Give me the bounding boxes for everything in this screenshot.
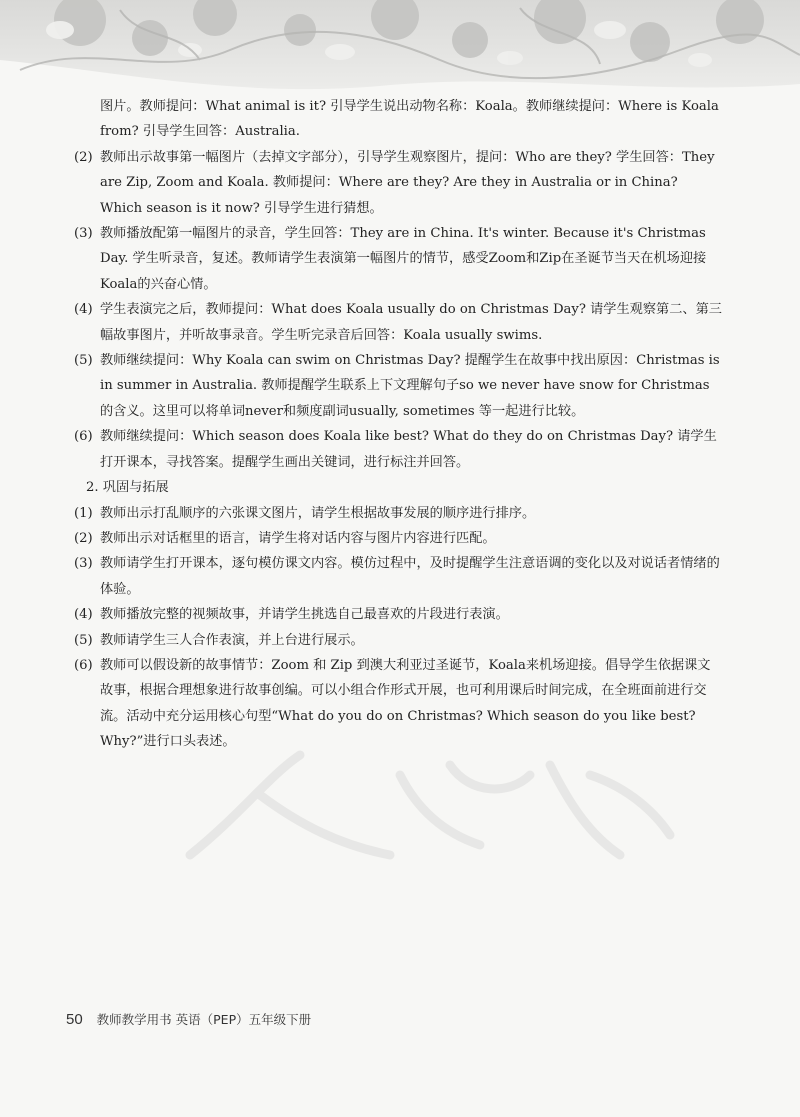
list-item bbox=[74, 297, 722, 348]
list-item bbox=[74, 424, 722, 475]
list-item bbox=[74, 602, 722, 627]
item-number: (5) bbox=[74, 353, 93, 369]
page-footer bbox=[66, 1010, 311, 1028]
list-item bbox=[74, 501, 722, 526]
item-number: (2) bbox=[74, 149, 93, 165]
item-number: (3) bbox=[74, 226, 93, 242]
page-body bbox=[74, 94, 722, 755]
item-text: 教师播放完整的视频故事，并请学生挑选自己最喜欢的片段进行表演。 bbox=[100, 607, 509, 623]
list-item bbox=[74, 526, 722, 551]
list-item bbox=[74, 628, 722, 653]
decorative-header-banner bbox=[0, 0, 800, 92]
item-text: 教师请学生打开课本，逐句模仿课文内容。模仿过程中，及时提醒学生注意语调的变化以及对说话者情绪的体验。 bbox=[100, 556, 720, 597]
item-text: 教师请学生三人合作表演，并上台进行展示。 bbox=[100, 632, 364, 648]
item-number: (1) bbox=[74, 505, 93, 521]
item-number: (6) bbox=[74, 429, 93, 445]
item-text: 教师可以假设新的故事情节：Zoom 和 Zip 到澳大利亚过圣诞节，Koala来机场迎接。倡导学生依据课文故事，根据合理想象进行故事创编。可以小组合作形式开展，也可利用课后时间完成，在全班面前进行交流。活动中充分运用核心句型“What do you do on Christmas? Which season do you like best? Why?”进行口头表述。 bbox=[100, 657, 711, 750]
list-item bbox=[74, 348, 722, 424]
item-number: (6) bbox=[74, 657, 93, 673]
item-number: (2) bbox=[74, 530, 93, 546]
section-heading: 2. 巩固与拓展 bbox=[86, 480, 169, 496]
item-number: (5) bbox=[74, 632, 93, 648]
item-text: 教师继续提问：Which season does Koala like best? What do they do on Christmas Day? 请学生打开课本，寻找答案。提醒学生画出关键词，进行标注并回答。 bbox=[100, 429, 717, 470]
list-item bbox=[74, 221, 722, 297]
list-item bbox=[74, 145, 722, 221]
item-text: 教师出示故事第一幅图片（去掉文字部分），引导学生观察图片，提问：Who are they? 学生回答：They are Zip, Zoom and Koala. 教师提问：Where are they? Are they in Australia or in China? Which season is it now? 引导学生进行猜想。 bbox=[100, 149, 715, 216]
item-text: 学生表演完之后，教师提问：What does Koala usually do on Christmas Day? 请学生观察第二、第三幅故事图片，并听故事录音。学生听完录音后回答：Koala usually swims. bbox=[100, 302, 722, 343]
item-number: (4) bbox=[74, 302, 93, 318]
page-number: 50 bbox=[66, 1011, 83, 1028]
item-text: 教师播放配第一幅图片的录音，学生回答：They are in China. It's winter. Because it's Christmas Day. 学生听录音，复述。教师请学生表演第一幅图片的情节，感受Zoom和Zip在圣诞节当天在机场迎接Koala的兴奋心情。 bbox=[100, 226, 707, 292]
book-title: 教师教学用书 英语（PEP）五年级下册 bbox=[96, 1012, 312, 1027]
publisher-watermark bbox=[150, 735, 710, 885]
list-item bbox=[74, 551, 722, 602]
item-text: 教师继续提问：Why Koala can swim on Christmas Day? 提醒学生在故事中找出原因：Christmas is in summer in Australia. 教师提醒学生联系上下文理解句子so we never have snow for Christmas的含义。这里可以将单词never和频度副词usually, sometimes 等一起进行比较。 bbox=[100, 353, 720, 419]
item-text: 教师出示对话框里的语言，请学生将对话内容与图片内容进行匹配。 bbox=[100, 530, 496, 546]
list-item bbox=[74, 653, 722, 755]
item-number: (3) bbox=[74, 556, 93, 572]
item-number: (4) bbox=[74, 607, 93, 623]
paragraph-continuation: 图片。教师提问：What animal is it? 引导学生说出动物名称：Koala。教师继续提问：Where is Koala from? 引导学生回答：Australia. bbox=[100, 99, 719, 140]
item-text: 教师出示打乱顺序的六张课文图片，请学生根据故事发展的顺序进行排序。 bbox=[100, 505, 536, 521]
